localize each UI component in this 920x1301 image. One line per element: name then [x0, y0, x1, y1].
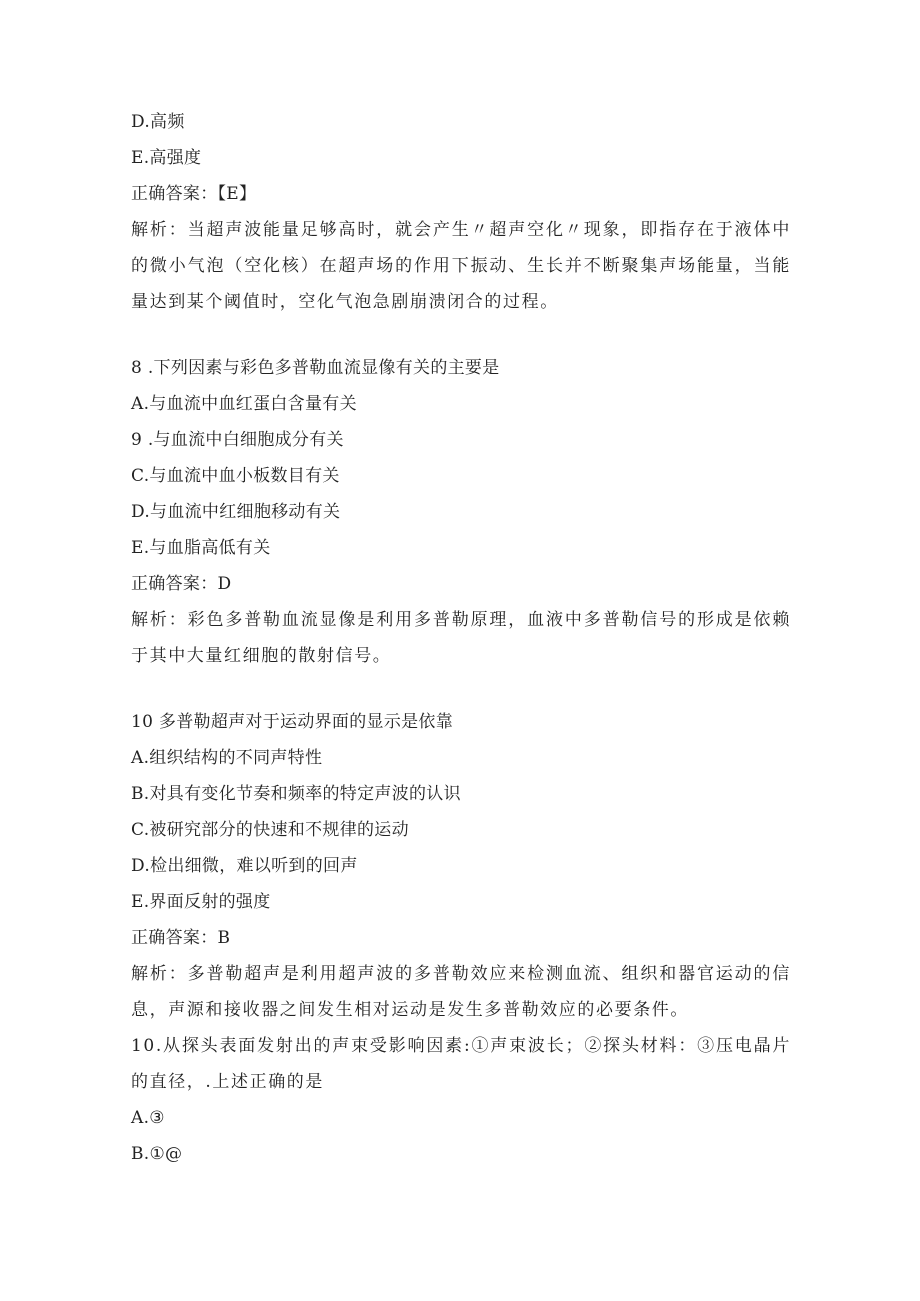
question-8-option-b: 9 .与血流中白细胞成分有关 — [131, 430, 344, 450]
question-8-stem: 8 .下列因素与彩色多普勒血流显像有关的主要是 — [131, 358, 500, 378]
question-8-answer: 正确答案：D — [131, 574, 232, 594]
section-gap — [131, 320, 791, 350]
correct-answer: 正确答案：【E】 — [131, 184, 257, 204]
question-8-option-d: D.与血流中红细胞移动有关 — [131, 502, 341, 522]
question-8-option-e: E.与血脂高低有关 — [131, 538, 271, 558]
section-gap — [131, 674, 791, 704]
document-page — [131, 104, 791, 1172]
option-d: D.高频 — [131, 112, 185, 132]
option-e: E.高强度 — [131, 148, 202, 168]
question-10-option-c: C.被研究部分的快速和不规律的运动 — [131, 820, 409, 840]
question-10b-stem: 10.从探头表面发射出的声束受影响因素:①声束波长；②探头材料：③压电晶片的直径，.上述正确的是 — [131, 1036, 791, 1092]
question-10b-option-a: A.③ — [131, 1108, 165, 1128]
question-8-option-c: C.与血流中血小板数目有关 — [131, 466, 340, 486]
question-10-option-d: D.检出细微，难以听到的回声 — [131, 856, 358, 876]
analysis-text: 解析：当超声波能量足够高时，就会产生〃超声空化〃现象，即指存在于液体中的微小气泡（空化核）在超声场的作用下振动、生长并不断聚集声场能量，当能量达到某个阈值时，空化气泡急剧崩溃闭合的过程。 — [131, 220, 791, 312]
question-10-option-e: E.界面反射的强度 — [131, 892, 271, 912]
question-10-option-a: A.组织结构的不同声特性 — [131, 748, 323, 768]
question-8-analysis: 解析：彩色多普勒血流显像是利用多普勒原理，血液中多普勒信号的形成是依赖于其中大量红细胞的散射信号。 — [131, 610, 791, 666]
question-8-option-a: A.与血流中血红蛋白含量有关 — [131, 394, 357, 414]
question-10b-option-b: B.①@ — [131, 1144, 183, 1164]
question-10-option-b: B.对具有变化节奏和频率的特定声波的认识 — [131, 784, 461, 804]
question-10-analysis: 解析：多普勒超声是利用超声波的多普勒效应来检测血流、组织和器官运动的信息，声源和接收器之间发生相对运动是发生多普勒效应的必要条件。 — [131, 964, 791, 1020]
question-10-answer: 正确答案：B — [131, 928, 231, 948]
question-10-stem: 10 多普勒超声对于运动界面的显示是依靠 — [131, 712, 454, 732]
